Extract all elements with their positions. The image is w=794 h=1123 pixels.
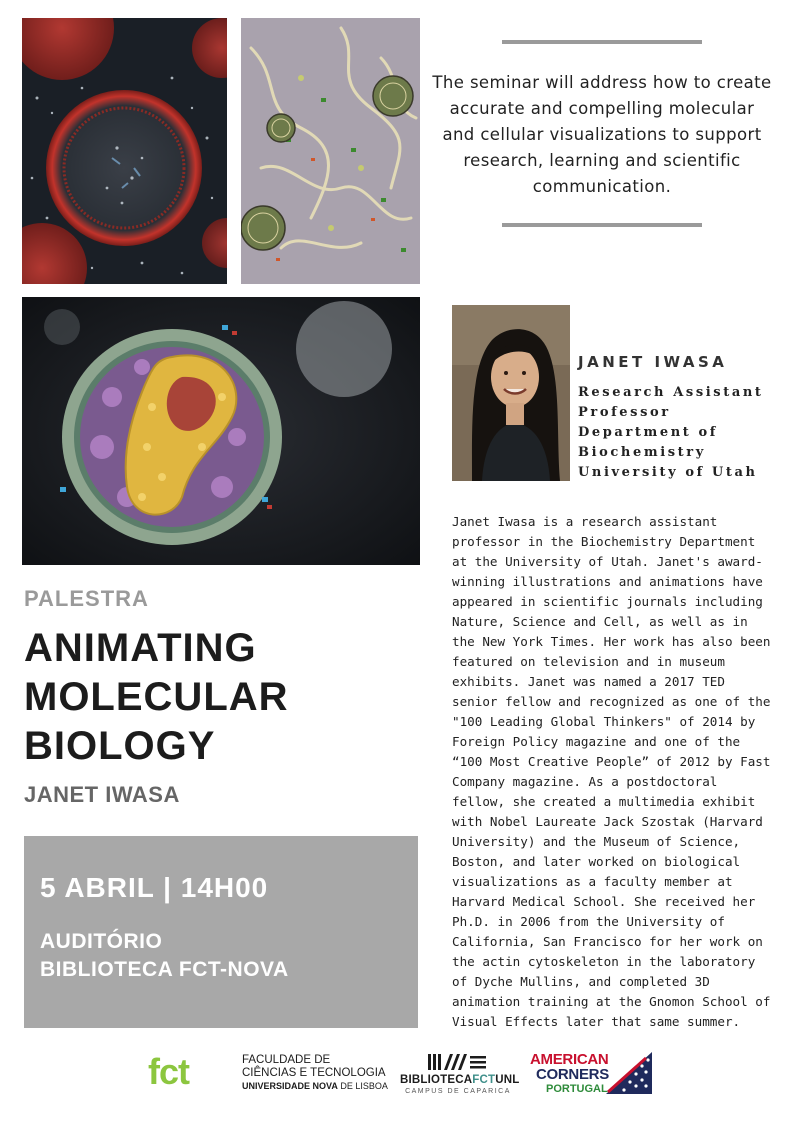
biblioteca-name-b: FCT [472, 1074, 496, 1086]
role-line: Biochemistry [578, 445, 706, 460]
role-line: Department of [578, 425, 718, 440]
us-flag-icon [606, 1052, 652, 1094]
biblioteca-bars-icon [428, 1052, 488, 1072]
cell-cross-section-illustration [22, 297, 420, 565]
role-line: University of Utah [578, 465, 758, 480]
fct-line-3 [242, 1080, 388, 1093]
top-divider [502, 40, 702, 44]
fct-logo [148, 1052, 388, 1096]
fct-line-2: CIÊNCIAS E TECNOLOGIA [242, 1067, 386, 1079]
event-date-time: 5 ABRIL | 14H00 [40, 872, 269, 903]
biblioteca-name [400, 1074, 520, 1086]
vesicle-illustration [22, 18, 227, 284]
title-line: MOLECULAR [24, 675, 289, 719]
biblioteca-logo [400, 1052, 520, 1098]
fct-logo-text [242, 1054, 388, 1093]
speaker-biography: Janet Iwasa is a research assistant professor in the Biochemistry Department at the University of Utah. Janet's award-winning illustrations and animations have appeared in scientific journals including Nature, Science and Cell, as well as in the New York Times. Her work has also been featured on television and in museum exhibits. Janet was named a 2017 TED senior fellow and recognized as one of the "100 Leading Global Thinkers" of 2014 by Foreign Policy magazine and one of the “100 Most Creative People” of 2012 by Fast Company magazine. As a postdoctoral fellow, she created a multimedia exhibit with Nobel Laureate Jack Szostak (Harvard University) and the Museum of Science, Boston, and later worked on biological visualizations as a faculty member at Harvard Medical School. She received her Ph.D. in 2006 from the University of California, San Francisco for her work on the actin cytoskeleton in the laboratory of Dyche Mullins, and completed 3D animation training at the Gnomon School of Visual Effects later that same summer. [452, 514, 771, 1029]
biblioteca-sub: CAMPUS DE CAPARICA [405, 1088, 511, 1095]
fct-logo-mark [148, 1052, 189, 1092]
fct-line-3-rest: DE LISBOA [337, 1081, 388, 1091]
speaker-role [578, 383, 778, 483]
event-venue [40, 928, 289, 984]
biblioteca-name-c: UNL [495, 1074, 520, 1086]
ac-line-1: AMERICAN [530, 1051, 609, 1068]
american-corners-logo [530, 1050, 654, 1098]
event-author: JANET IWASA [24, 782, 180, 807]
speaker-name: JANET IWASA [578, 353, 728, 371]
seminar-intro: The seminar will address how to create accurate and compelling molecular and cellular visualizations to support research, learning and scientific communication. [432, 73, 772, 196]
event-title [24, 624, 424, 771]
fct-line-3-bold: UNIVERSIDADE NOVA [242, 1081, 338, 1091]
bottom-divider [502, 223, 702, 227]
ac-line-3: PORTUGAL [546, 1083, 608, 1095]
title-line: ANIMATING [24, 626, 257, 670]
speaker-photo [452, 305, 570, 481]
role-line: Research Assistant [578, 385, 764, 400]
role-line: Professor [578, 405, 671, 420]
biblioteca-name-a: BIBLIOTECA [400, 1074, 473, 1086]
title-line: BIOLOGY [24, 724, 216, 768]
ac-line-2: CORNERS [536, 1066, 609, 1083]
fct-mark-text: fct [148, 1051, 189, 1092]
venue-line: BIBLIOTECA FCT-NOVA [40, 958, 289, 981]
fct-line-1: FACULDADE DE [242, 1054, 331, 1066]
venue-line: AUDITÓRIO [40, 930, 163, 953]
fiber-cage-illustration [241, 18, 420, 284]
event-kicker: PALESTRA [24, 586, 149, 611]
